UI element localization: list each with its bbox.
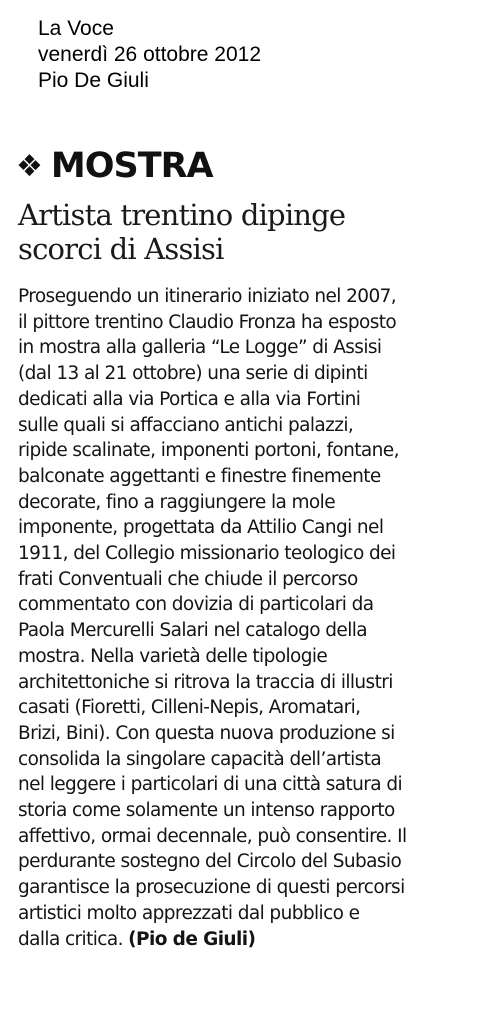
article-line: (dal 13 al 21 ottobre) una serie di dipinti: [18, 363, 368, 385]
newspaper-name: La Voce: [38, 17, 114, 40]
article-headline: [18, 198, 478, 266]
article-line: ripide scalinate, imponenti portoni, fontane,: [18, 440, 399, 462]
article-line: il pittore trentino Claudio Fronza ha esposto: [18, 311, 397, 333]
fleuron-diamond-icon: ❖: [16, 148, 43, 184]
publication-date: venerdì 26 ottobre 2012: [38, 43, 262, 66]
article-line: 1911, del Collegio missionario teologico dei: [18, 543, 396, 565]
article-line: decorate, fino a raggiungere la mole: [18, 491, 335, 513]
article-line: Brizi, Bini). Con questa nuova produzione si: [18, 722, 395, 744]
section-label: MOSTRA: [50, 146, 213, 186]
article-line: garantisce la prosecuzione di questi percorsi: [18, 877, 405, 899]
article-line: commentato con dovizia di particolari da: [18, 594, 374, 616]
article-line: perdurante sostegno del Circolo del Subasio: [18, 851, 402, 873]
article-line: storia come solamente un intenso rapporto: [18, 800, 395, 822]
article-body: [18, 284, 480, 952]
article-line: dedicati alla via Portica e alla via Fortini: [18, 388, 361, 410]
article-line: Paola Mercurelli Salari nel catalogo della: [18, 620, 368, 642]
article-line: imponente, progettata da Attilio Cangi nel: [18, 517, 384, 539]
article-line: artistici molto apprezzati dal pubblico e: [18, 902, 360, 924]
headline-line: scorci di Assisi: [18, 232, 224, 266]
article-line: frati Conventuali che chiude il percorso: [18, 568, 358, 590]
article-line: nel leggere i particolari di una città satura di: [18, 774, 402, 796]
article-line: Proseguendo un itinerario iniziato nel 2007,: [18, 286, 397, 307]
section-heading: [16, 146, 213, 186]
article-line: casati (Fioretti, Cilleni-Nepis, Aromatari,: [18, 697, 361, 719]
headline-line: Artista trentino dipinge: [18, 198, 346, 232]
article-line: sulle quali si affacciano antichi palazzi,: [18, 414, 354, 436]
article-line: balconate aggettanti e finestre finemente: [18, 465, 381, 487]
article-line: mostra. Nella varietà delle tipologie: [18, 645, 328, 667]
clipping-author: Pio De Giuli: [38, 69, 149, 92]
article-line: affettivo, ormai decennale, può consentire. Il: [18, 825, 407, 847]
article-line-text: dalla critica.: [18, 928, 129, 950]
clipping-header: [38, 16, 261, 94]
article-signature: (Pio de Giuli): [128, 928, 256, 950]
article-line: consolida la singolare capacità dell’artista: [18, 748, 382, 770]
article-last-line: [18, 927, 480, 953]
article-line: in mostra alla galleria “Le Logge” di Assisi: [18, 337, 382, 359]
article-line: architettoniche si ritrova la traccia di illustri: [18, 671, 393, 693]
